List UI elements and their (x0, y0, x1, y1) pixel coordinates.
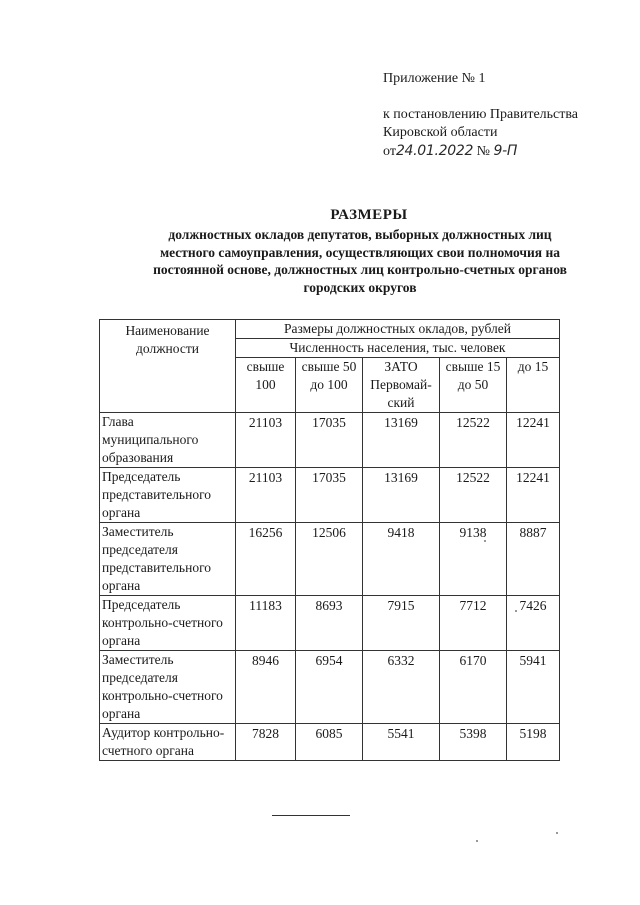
row-position-name: Председатель представительного органа (100, 468, 236, 523)
column-header: ЗАТО Первомай-ский (363, 358, 440, 413)
salary-table (99, 319, 560, 761)
table-cell: 8693 (296, 596, 363, 651)
appendix-date-line (383, 142, 578, 161)
table-cell: 12241 (507, 413, 560, 468)
closing-line (272, 815, 350, 816)
appendix-block (383, 70, 578, 161)
table-cell: 6085 (296, 724, 363, 761)
scan-speck (515, 610, 517, 612)
header-position-name: Наименование должности (100, 320, 236, 413)
scan-speck (476, 840, 478, 842)
table-cell: 7915 (363, 596, 440, 651)
date-prefix: от (383, 144, 396, 159)
table-cell: 6332 (363, 651, 440, 724)
table-cell: 9418 (363, 523, 440, 596)
subtitle-line: постоянной основе, должностных лиц контрольно-счетных органов (153, 262, 567, 277)
subtitle-line: должностных окладов депутатов, выборных должностных лиц (168, 227, 552, 242)
table-cell: 9138 (440, 523, 507, 596)
table-cell: 12522 (440, 413, 507, 468)
table-cell: 12241 (507, 468, 560, 523)
table-cell: 5398 (440, 724, 507, 761)
handwritten-number: 9-П (493, 143, 518, 159)
row-position-name: Аудитор контрольно-счетного органа (100, 724, 236, 761)
table-cell: 12522 (440, 468, 507, 523)
table-cell: 12506 (296, 523, 363, 596)
table-row (100, 596, 560, 651)
table-cell: 13169 (363, 468, 440, 523)
row-position-name: Глава муниципального образования (100, 413, 236, 468)
table-row (100, 523, 560, 596)
row-position-name: Заместитель председателя контрольно-счетного органа (100, 651, 236, 724)
appendix-label: Приложение № 1 (383, 71, 486, 86)
column-header: свыше 15 до 50 (440, 358, 507, 413)
subtitle-line: городских округов (303, 279, 417, 295)
table-cell: 11183 (236, 596, 296, 651)
table-cell: 5541 (363, 724, 440, 761)
title-block (100, 207, 620, 296)
scan-speck (484, 540, 486, 542)
column-header: до 15 (507, 358, 560, 413)
table-cell: 5941 (507, 651, 560, 724)
header-row-group (100, 320, 560, 339)
table-cell: 7426 (507, 596, 560, 651)
table-cell: 8887 (507, 523, 560, 596)
subtitle-line: местного самоуправления, осуществляющих свои полномочия на (159, 244, 561, 260)
table-cell: 8946 (236, 651, 296, 724)
table-cell: 17035 (296, 413, 363, 468)
header-population: Численность населения, тыс. человек (236, 339, 560, 358)
table-cell: 21103 (236, 468, 296, 523)
table-cell: 21103 (236, 413, 296, 468)
column-header: свыше 50 до 100 (296, 358, 363, 413)
appendix-line-1: к постановлению Правительства (383, 107, 579, 122)
table-cell: 5198 (507, 724, 560, 761)
table-row (100, 724, 560, 761)
appendix-line-2: Кировской области (383, 125, 498, 140)
column-header: свыше 100 (236, 358, 296, 413)
handwritten-date: 24.01.2022 (395, 143, 474, 159)
number-prefix: № (476, 144, 490, 159)
table-cell: 16256 (236, 523, 296, 596)
table-cell: 17035 (296, 468, 363, 523)
scan-speck (556, 832, 558, 834)
table-row (100, 468, 560, 523)
header-salary-group: Размеры должностных окладов, рублей (236, 320, 560, 339)
table-cell: 6954 (296, 651, 363, 724)
row-position-name: Заместитель председателя представительного органа (100, 523, 236, 596)
table-cell: 6170 (440, 651, 507, 724)
row-position-name: Председатель контрольно-счетного органа (100, 596, 236, 651)
table-cell: 13169 (363, 413, 440, 468)
document-subtitle (100, 226, 620, 296)
document-title: РАЗМЕРЫ (330, 207, 408, 223)
table-cell: 7712 (440, 596, 507, 651)
table-cell: 7828 (236, 724, 296, 761)
table-row (100, 413, 560, 468)
table-row (100, 651, 560, 724)
